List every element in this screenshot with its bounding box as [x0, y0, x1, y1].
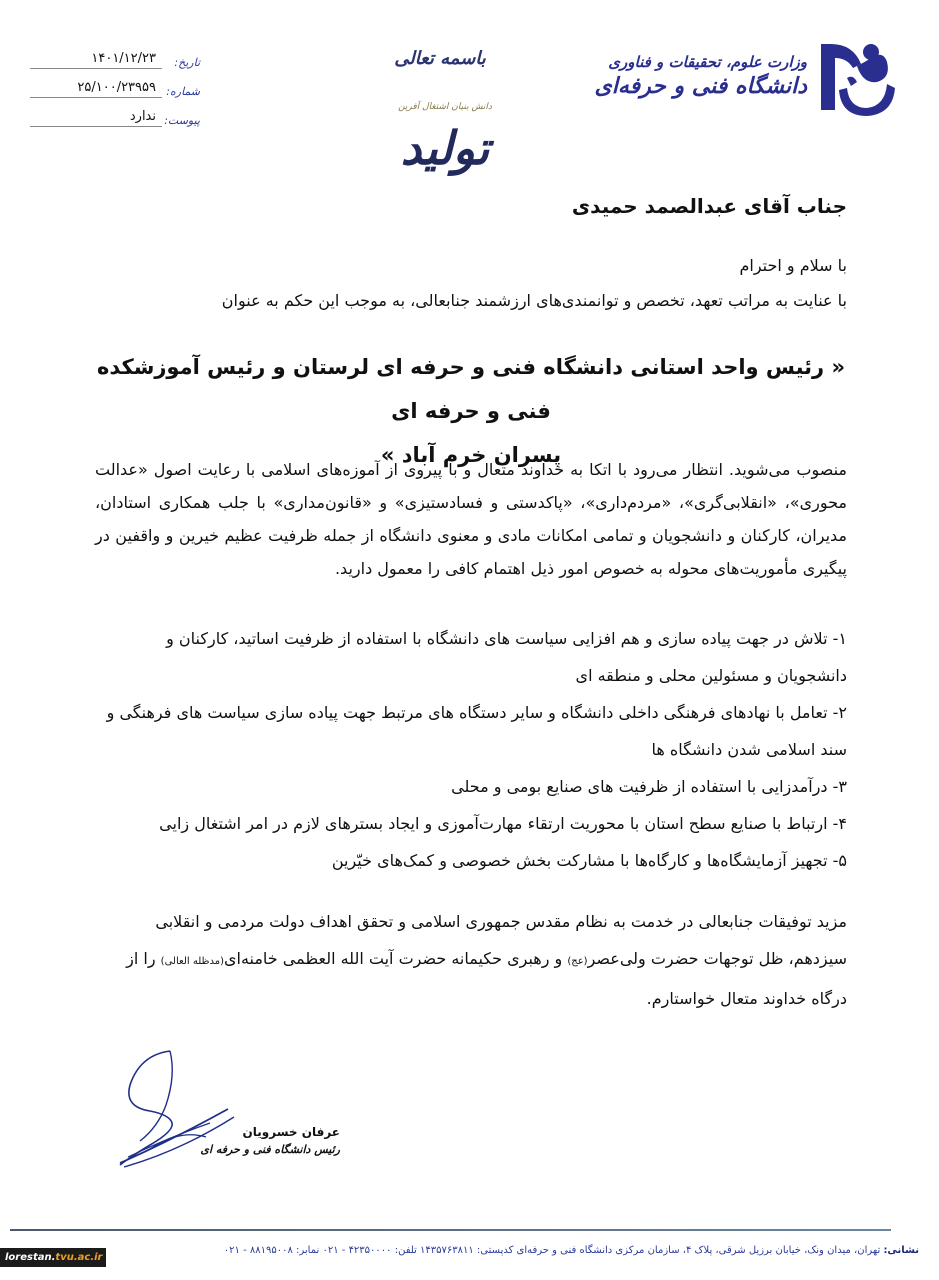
greeting: با سلام و احترام [739, 256, 847, 275]
closing-text-3: را از درگاه خداوند متعال خواستارم. [126, 949, 847, 1008]
closing-honorific-aj: (عج) [567, 956, 588, 967]
appointment-title-line-2: پسران خرم آباد » [380, 443, 562, 467]
duty-item: ۳- درآمدزایی با استفاده از ظرفیت های صنایع بومی و محلی [451, 777, 847, 796]
closing-paragraph [95, 903, 847, 1017]
watermark-domain: tvu.ac.ir [55, 1252, 103, 1263]
duty-item: ۱- تلاش در جهت پیاده سازی و هم افزایی سیاست های دانشگاه با استفاده از ظرفیت اساتید، کارکنان و دانشجویان و مسئولین محلی و منطقه ای [166, 629, 847, 685]
slogan-emblem [360, 100, 530, 190]
main-paragraph: منصوب می‌شوید. انتظار می‌رود با اتکا به خداوند متعال و با پیروی از آموزه‌های اسلامی با رعایت اصول «عدالت محوری»، «انقلابی‌گری»، «مردم‌داری»، «پاکدستی و فسادستیزی» و «قانون‌مداری» با جلب همکاری استادان، مدیران، کارکنان و دانشجویان و تمامی امکانات مادی و معنوی دانشگاه از جمله ظرفیت عظیم خیرین و واقفین در پیگیری مأموریت‌های محوله به خصوص امور ذیل اهتمام کافی را معمول دارید. [95, 460, 847, 578]
signatory-name: عرفان خسرویان [242, 1125, 340, 1139]
bismillah-calligraphy: باسمه تعالی [394, 48, 486, 69]
logo-text [594, 52, 807, 102]
footer-address [112, 1244, 919, 1258]
meta-attachment-value: ندارد [30, 109, 162, 127]
meta-number-row [30, 69, 200, 98]
meta-number-value: ۲۵/۱۰۰/۲۳۹۵۹ [30, 80, 162, 98]
ministry-name: وزارت علوم، تحقیقات و فناوری [608, 53, 807, 71]
source-watermark [0, 1248, 106, 1267]
closing-text-2: و رهبری حکیمانه حضرت آیت الله العظمی خامنه‌ای [223, 949, 568, 968]
university-name: دانشگاه فنی و حرفه‌ای [594, 74, 807, 99]
meta-attachment-row [30, 98, 200, 127]
intro-text: با عنایت به مراتب تعهد، تخصص و توانمندی‌های ارزشمند جنابعالی، به موجب این حکم به عنوان [221, 291, 847, 310]
duties-list [95, 620, 847, 879]
recipient: جناب آقای عبدالصمد حمیدی [571, 194, 847, 218]
letter-meta [30, 40, 200, 127]
closing-text-1: مزید توفیقات جنابعالی در خدمت به نظام مقدس جمهوری اسلامی و تحقق اهداف دولت مردمی و انقلابی سیزدهم، ظل توجهات حضرت ولی‌عصر [155, 912, 847, 968]
meta-attachment-label: پیوست: [164, 114, 200, 127]
watermark-prefix: lorestan. [5, 1252, 56, 1263]
slogan-title: تولید [400, 121, 490, 175]
meta-date-label: تاریخ: [174, 56, 200, 69]
meta-date-row [30, 40, 200, 69]
tvu-logo-icon [817, 38, 899, 120]
slogan-subtitle: دانش بنیان اشتغال آفرین [398, 102, 492, 112]
signatory-title: رئیس دانشگاه فنی و حرفه ای [200, 1143, 340, 1156]
meta-number-label: شماره: [166, 85, 200, 98]
signatory-text [200, 1123, 340, 1159]
meta-date-value: ۱۴۰۱/۱۲/۲۳ [30, 51, 162, 69]
footer-address-label: نشانی: [883, 1245, 919, 1256]
closing-honorific-mz: (مدظله العالی) [160, 956, 224, 967]
duty-item: ۴- ارتباط با صنایع سطح استان با محوریت ارتقاء مهارت‌آموزی و ایجاد بسترهای لازم در امر اشتغال زایی [159, 814, 847, 833]
footer-address-text: تهران، میدان ونک، خیابان برزیل شرقی، پلاک ۴، سازمان مرکزی دانشگاه فنی و حرفه‌ای کدپستی: ۱۴۳۵۷۶۳۸۱۱ تلفن: ۴۲۳۵۰۰۰۰ - ۰۲۱ نمابر: ۸۸۱۹۵۰۰۸ - ۰۲۱ [223, 1245, 884, 1256]
university-logo [594, 38, 899, 124]
duty-item: ۲- تعامل با نهادهای فرهنگی داخلی دانشگاه و سایر دستگاه های مرتبط جهت پیاده سازی سیاست های فرهنگی و سند اسلامی شدن دانشگاه ها [106, 703, 847, 759]
footer-divider [10, 1229, 891, 1231]
duty-item: ۵- تجهیز آزمایشگاه‌ها و کارگاه‌ها با مشارکت بخش خصوصی و کمک‌های خیّرین [331, 851, 847, 870]
signature-block [110, 1045, 340, 1185]
appointment-title-line-1: « رئیس واحد استانی دانشگاه فنی و حرفه ای لرستان و رئیس آموزشکده فنی و حرفه ای [96, 355, 846, 423]
